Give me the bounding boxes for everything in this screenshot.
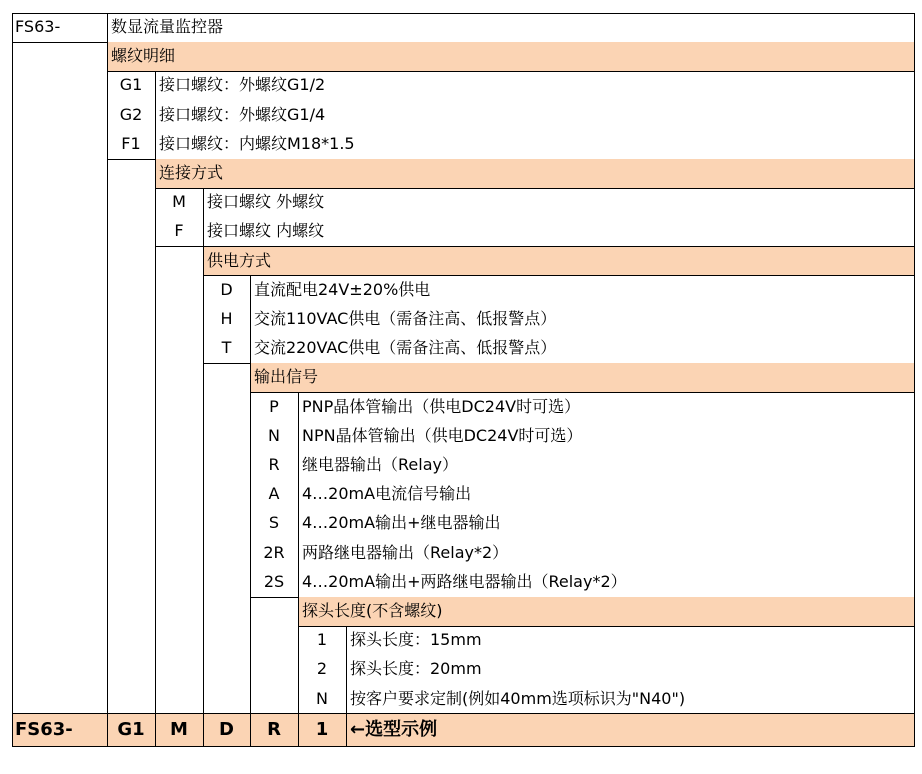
row-divider [12, 13, 914, 14]
column-divider [250, 276, 251, 305]
example-code: FS63- [15, 718, 73, 740]
section-header-4 [250, 363, 914, 392]
column-divider [346, 714, 347, 747]
option-description: 接口螺纹：外螺纹G1/4 [159, 104, 326, 124]
option-code: G2 [119, 104, 143, 124]
example-code: G1 [117, 718, 145, 740]
column-divider [155, 159, 156, 714]
option-description: 探头长度：20mm [350, 659, 482, 679]
section-header-label: 探头长度(不含螺纹) [302, 601, 443, 620]
row-divider [155, 188, 914, 189]
option-code: A [268, 484, 280, 504]
section-header-1 [107, 42, 914, 71]
column-divider [203, 714, 204, 747]
column-divider [107, 13, 108, 714]
column-divider [298, 509, 299, 538]
option-code: S [268, 513, 280, 533]
option-code: F1 [121, 133, 141, 153]
option-code: F [174, 221, 184, 241]
example-label: ←选型示例 [350, 718, 438, 740]
column-divider [12, 13, 13, 747]
column-divider [155, 71, 156, 100]
column-divider [298, 480, 299, 509]
option-description: PNP晶体管输出（供电DC24V时可选） [302, 396, 581, 416]
column-divider [250, 363, 251, 713]
option-description: 接口螺纹 内螺纹 [207, 221, 325, 241]
option-code: R [268, 455, 280, 474]
option-description: NPN晶体管输出（供电DC24V时可选） [302, 425, 583, 445]
column-divider [107, 714, 108, 747]
row-divider [250, 392, 914, 393]
title-code: FS63- [15, 17, 61, 36]
column-divider [298, 714, 299, 747]
option-code: N [316, 688, 328, 708]
option-code: 1 [316, 630, 328, 650]
column-divider [298, 568, 299, 597]
option-description: 4…20mA输出+两路继电器输出（Relay*2） [302, 571, 627, 591]
column-divider [250, 714, 251, 747]
section-header-2 [155, 159, 914, 188]
option-description: 4…20mA输出+继电器输出 [302, 513, 501, 533]
column-divider [298, 597, 299, 714]
column-divider [155, 714, 156, 747]
option-code: 2S [263, 571, 285, 591]
column-divider [250, 334, 251, 363]
column-divider [298, 422, 299, 451]
column-divider [155, 101, 156, 130]
column-divider [203, 188, 204, 217]
option-description: 继电器输出（Relay） [302, 455, 458, 474]
option-code: 2R [263, 542, 285, 562]
column-divider [203, 247, 204, 714]
option-description: 两路继电器输出（Relay*2） [302, 542, 509, 562]
option-description: 接口螺纹：外螺纹G1/2 [159, 75, 326, 95]
column-divider [346, 685, 347, 714]
example-code: M [170, 718, 188, 740]
option-code: P [269, 396, 279, 416]
row-divider [12, 746, 914, 747]
row-divider [298, 626, 914, 627]
title-name: 数显流量监控器 [111, 17, 224, 36]
section-header-label: 螺纹明细 [111, 46, 176, 66]
column-divider [298, 393, 299, 422]
option-description: 直流配电24V±20%供电 [254, 279, 431, 299]
section-header-3 [203, 247, 914, 276]
example-code: R [267, 718, 281, 740]
example-code: D [219, 718, 234, 740]
section-header-label: 输出信号 [254, 367, 319, 387]
option-code: G1 [119, 75, 143, 95]
column-divider [914, 13, 915, 747]
column-divider [298, 539, 299, 568]
section-header-label: 连接方式 [159, 163, 224, 182]
option-description: 接口螺纹 外螺纹 [207, 192, 325, 212]
section-header-label: 供电方式 [207, 250, 272, 270]
column-divider [155, 130, 156, 159]
example-code: 1 [315, 718, 329, 740]
option-description: 4…20mA电流信号输出 [302, 484, 472, 504]
column-divider [346, 626, 347, 655]
row-divider [107, 71, 914, 72]
option-code: 2 [316, 659, 328, 679]
option-description: 按客户要求定制(例如40mm选项标识为"N40") [350, 688, 686, 708]
row-divider [12, 713, 914, 714]
option-code: M [172, 192, 186, 212]
row-divider [203, 275, 914, 276]
option-code: T [221, 338, 232, 358]
column-divider [203, 217, 204, 246]
option-code: H [220, 309, 233, 328]
option-description: 接口螺纹：内螺纹M18*1.5 [159, 133, 355, 153]
column-divider [250, 305, 251, 334]
option-description: 探头长度：15mm [350, 630, 482, 650]
option-code: N [268, 425, 280, 445]
option-description: 交流220VAC供电（需备注高、低报警点） [254, 338, 557, 358]
option-code: D [220, 279, 233, 299]
column-divider [298, 451, 299, 480]
option-description: 交流110VAC供电（需备注高、低报警点） [254, 309, 557, 328]
column-divider [346, 655, 347, 684]
